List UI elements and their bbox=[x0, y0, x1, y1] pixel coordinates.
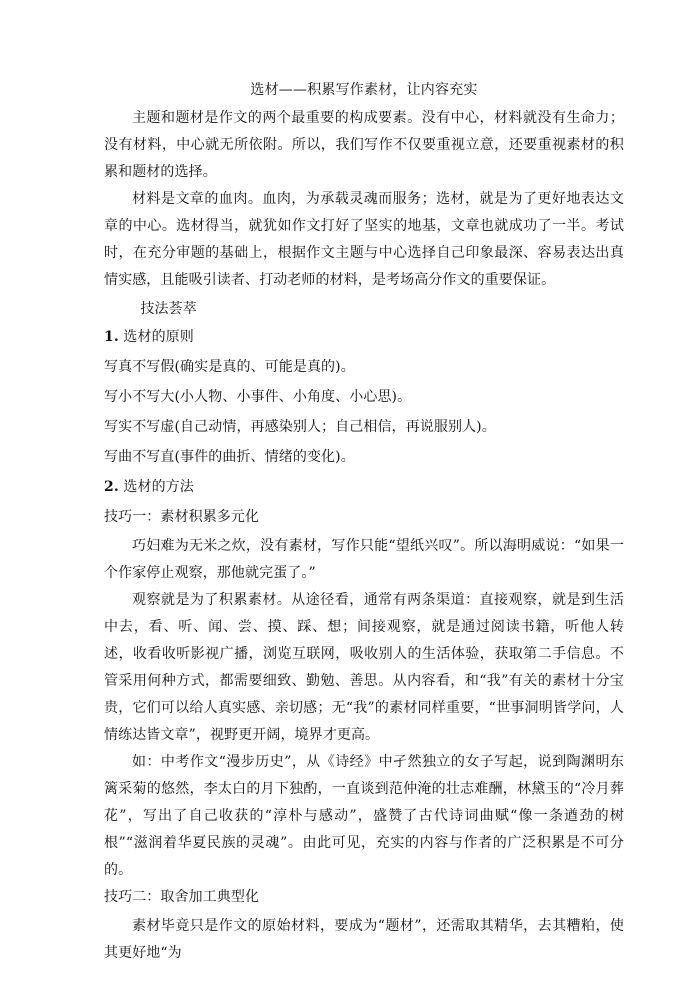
paragraph-processing: 素材毕竟只是作文的原始材料，要成为“题材”，还需取其精华，去其糟粕，使其更好地“为 bbox=[104, 918, 624, 961]
paragraph-intro: 主题和题材是作文的两个最重要的构成要素。没有中心，材料就没有生命力；没有材料，中心就无所依附。所以，我们写作不仅要重视立意，还要重视素材的积累和题材的选择。 bbox=[104, 110, 624, 180]
section-heading-techniques: 技法荟萃 bbox=[140, 301, 197, 317]
paragraph-material: 材料是文章的血肉。血肉，为承载灵魂而服务；选材，就是为了更好地表达文章的中心。选材得当，就犹如作文打好了坚实的地基，文章也就成功了一半。考试时，在充分审题的基础上，根据作文主题与中心选择自己印象最深、容易表达出真情实感，且能吸引读者、打动老师的材料，是考场高分作文的重要保证。 bbox=[104, 191, 624, 288]
paragraph-hemingway: 巧妇难为无米之炊，没有素材，写作只能“望纸兴叹”。所以海明威说：“如果一个作家停止观察，那他就完蛋了。” bbox=[104, 538, 624, 581]
heading-methods bbox=[104, 474, 624, 501]
document-title: 选材——积累写作素材，让内容充实 bbox=[250, 82, 478, 98]
rule-true: 写真不写假(确实是真的、可能是真的)。 bbox=[104, 359, 355, 375]
tip-one-heading: 技巧一：素材积累多元化 bbox=[104, 509, 260, 525]
heading-principles-text: 选材的原则 bbox=[118, 329, 194, 345]
document-body bbox=[104, 77, 624, 967]
rule-curve: 写曲不写直(事件的曲折、情绪的变化)。 bbox=[104, 449, 355, 465]
heading-principles bbox=[104, 324, 624, 351]
heading-principles-number: 1. bbox=[104, 329, 119, 345]
rule-real: 写实不写虚(自己动情，再感染别人；自己相信，再说服别人)。 bbox=[104, 419, 496, 435]
tip-two-heading: 技巧二：取舍加工典型化 bbox=[104, 889, 260, 905]
paragraph-observation: 观察就是为了积累素材。从途径看，通常有两条渠道：直接观察，就是到生活中去，看、听、闻、尝、摸、踩、想；间接观察，就是通过阅读书籍，听他人转述，收看收听影视广播，浏览互联网，吸收别人的生活体验，获取第二手信息。不管采用何种方式，都需要细致、勤勉、善思。从内容看，和“我”有关的素材十分宝贵，它们可以给人真实感、亲切感；无“我”的素材同样重要，“世事洞明皆学问，人情练达皆文章”，视野更开阔，境界才更高。 bbox=[104, 592, 624, 743]
rule-small: 写小不写大(小人物、小事件、小角度、小心思)。 bbox=[104, 389, 412, 405]
heading-methods-number: 2. bbox=[104, 479, 119, 495]
heading-methods-text: 选材的方法 bbox=[118, 479, 194, 495]
paragraph-example: 如：中考作文“漫步历史”，从《诗经》中孑然独立的女子写起，说到陶渊明东篱采菊的悠然，李太白的月下独酌，一直谈到范仲淹的壮志难酬，林黛玉的“冷月葬花”，写出了自己收获的“淳朴与感动”，盛赞了古代诗词曲赋“像一条遒劲的树根”“滋润着华夏民族的灵魂”。由此可见，充实的内容与作者的广泛积累是不可分的。 bbox=[104, 754, 624, 878]
